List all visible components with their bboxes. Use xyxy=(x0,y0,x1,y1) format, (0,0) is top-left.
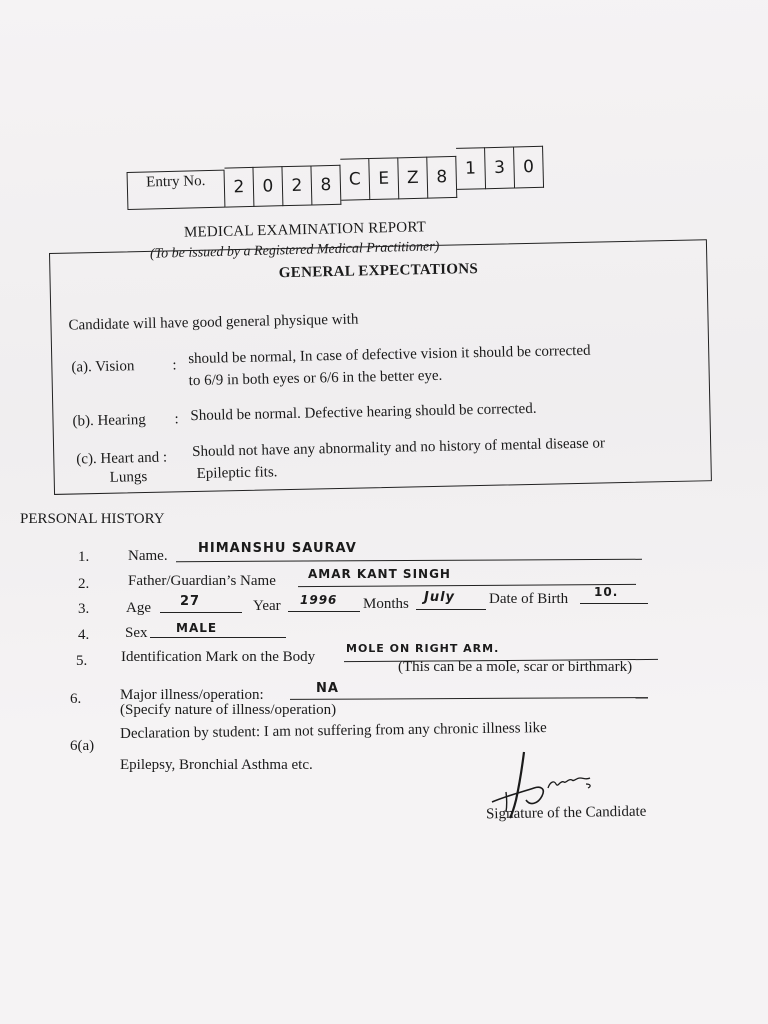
age-underline xyxy=(160,612,242,613)
dob-label: Date of Birth xyxy=(489,591,569,607)
dob-underline xyxy=(580,603,648,604)
vision-text-1: should be normal, In case of defective vision it should be corrected xyxy=(188,342,591,368)
entry-digit-cell: 8 xyxy=(311,165,341,206)
age-value: 27 xyxy=(180,594,201,609)
dob-value: 10. xyxy=(594,585,619,599)
entry-digit-cell: 8 xyxy=(427,156,457,199)
entry-digit-cell: C xyxy=(340,158,370,201)
age-label: Age xyxy=(126,600,151,616)
vision-label: (a). Vision xyxy=(71,358,135,376)
year-underline xyxy=(288,611,360,612)
general-expectations-box xyxy=(49,239,712,495)
signature-label: Signature of the Candidate xyxy=(485,803,647,823)
illness-label: Major illness/operation: xyxy=(120,687,264,703)
row-6-number: 6. xyxy=(70,691,82,707)
heart-text-2: Epileptic fits. xyxy=(196,464,278,482)
declaration-text-1: Declaration by student: I am not suffering from any chronic illness like xyxy=(120,720,547,742)
father-value: AMAR KANT SINGH xyxy=(308,567,451,581)
hearing-text: Should be normal. Defective hearing should be corrected. xyxy=(190,400,537,425)
entry-number xyxy=(126,140,544,210)
vision-sep: : xyxy=(172,357,177,374)
row-4-number: 4. xyxy=(78,627,90,643)
name-label: Name. xyxy=(128,548,168,564)
months-label: Months xyxy=(363,596,409,612)
vision-text-2: to 6/9 in both eyes or 6/6 in the better eye. xyxy=(188,367,443,390)
year-label: Year xyxy=(253,598,281,614)
name-value: HIMANSHU SAURAV xyxy=(198,541,357,556)
hearing-label: (b). Hearing xyxy=(72,412,146,430)
months-value: July xyxy=(424,590,456,605)
sex-value: MALE xyxy=(176,621,218,635)
personal-history-heading: PERSONAL HISTORY xyxy=(20,511,165,527)
entry-digit-cell: 2 xyxy=(282,165,312,206)
entry-label: Entry No. xyxy=(127,170,226,210)
entry-digit-cell: 0 xyxy=(253,166,283,207)
entry-digit-cell: 1 xyxy=(456,147,486,190)
illness-underline xyxy=(290,697,648,700)
row-6a-number: 6(a) xyxy=(70,738,95,754)
entry-digit-cell: 0 xyxy=(514,146,544,189)
report-title: MEDICAL EXAMINATION REPORT xyxy=(183,219,427,241)
illness-value: NA xyxy=(316,681,339,696)
entry-digit-cell: 3 xyxy=(485,147,515,190)
entry-digit-cell: Z xyxy=(398,157,428,200)
sex-underline xyxy=(150,637,286,638)
name-underline xyxy=(176,559,642,562)
entry-digit-cell: 2 xyxy=(224,167,254,208)
hearing-sep: : xyxy=(174,411,179,428)
row-1-number: 1. xyxy=(78,549,90,565)
row-5-number: 5. xyxy=(76,653,88,669)
illness-note: (Specify nature of illness/operation) xyxy=(120,702,337,718)
ident-note: (This can be a mole, scar or birthmark) xyxy=(398,659,633,675)
report-subtitle: (To be issued by a Registered Medical Practitioner) xyxy=(149,239,440,262)
heart-text-1: Should not have any abnormality and no history of mental disease or xyxy=(192,435,606,461)
entry-digit-cell: E xyxy=(369,157,399,200)
months-underline xyxy=(416,609,486,610)
heart-label: (c). Heart and : xyxy=(76,449,168,468)
ident-value: MOLE ON RIGHT ARM. xyxy=(346,642,500,655)
declaration-text-2: Epilepsy, Bronchial Asthma etc. xyxy=(120,757,313,773)
year-value: 1996 xyxy=(300,593,338,607)
ident-label: Identification Mark on the Body xyxy=(121,649,316,665)
entry-cells xyxy=(224,140,544,208)
expectations-intro: Candidate will have good general physique with xyxy=(68,311,359,334)
row-3-number: 3. xyxy=(78,601,90,617)
father-label: Father/Guardian’s Name xyxy=(128,573,276,589)
expectations-heading: GENERAL EXPECTATIONS xyxy=(278,261,479,282)
sex-label: Sex xyxy=(125,625,148,641)
heart-label-2: Lungs xyxy=(109,468,148,486)
father-underline xyxy=(298,584,636,587)
row-2-number: 2. xyxy=(78,576,90,592)
